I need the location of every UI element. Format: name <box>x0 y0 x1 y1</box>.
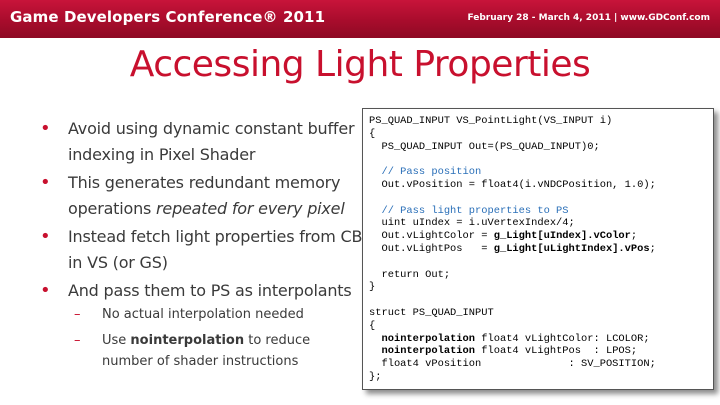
code-line <box>369 307 707 320</box>
conference-name: Game Developers Conference® 2011 <box>10 8 326 26</box>
code-line <box>369 179 707 192</box>
text-run: uint uIndex = i.uVertexIndex/4; <box>369 217 575 230</box>
bullet-dot-icon: • <box>40 118 51 139</box>
bullet-item <box>40 170 370 222</box>
code-line <box>369 256 707 269</box>
text-run <box>369 333 381 345</box>
text-run: ; <box>630 230 638 243</box>
code-line <box>369 371 707 384</box>
text-run: No actual interpolation needed <box>102 307 304 322</box>
text-run: float4 vPosition : SV_POSITION; <box>369 358 656 371</box>
code-line <box>369 217 707 230</box>
code-line <box>369 166 707 179</box>
bullet-item <box>40 224 370 276</box>
text-run: ; <box>649 242 656 255</box>
sub-bullet-list <box>74 304 364 377</box>
text-run: float4 vLightPos : LPOS; <box>475 345 638 358</box>
code-line <box>369 141 707 154</box>
bullet-dot-icon: • <box>40 172 51 193</box>
code-line <box>369 269 707 282</box>
code-line <box>369 345 707 358</box>
sub-bullet-item <box>74 330 364 372</box>
dash-bullet-icon: – <box>74 333 81 348</box>
slide-title: Accessing Light Properties <box>129 44 591 85</box>
text-run: nointerpolation <box>381 345 476 358</box>
code-line <box>369 294 707 307</box>
text-run: nointerpolation <box>130 333 245 348</box>
bullet-item <box>40 116 370 168</box>
bullet-item <box>40 278 370 304</box>
code-line <box>369 192 707 205</box>
text-run: struct PS_QUAD_INPUT <box>369 306 494 319</box>
text-run: Use <box>102 333 131 348</box>
text-run: Out.vLightColor = <box>369 230 494 243</box>
text-run: to reduce number of shader instructions <box>102 333 311 369</box>
code-line <box>369 115 707 128</box>
text-run: And pass them to PS as interpolants <box>68 281 352 300</box>
bullet-dot-icon: • <box>40 226 51 247</box>
bullet-dot-icon: • <box>40 280 51 301</box>
text-run: } <box>369 281 376 294</box>
sub-bullet-item <box>74 304 364 325</box>
conference-header-bar <box>0 0 720 38</box>
text-run: return Out; <box>369 268 451 281</box>
bullet-list <box>40 116 370 306</box>
text-run: repeated for every pixel <box>156 199 345 218</box>
code-line <box>369 128 707 141</box>
text-run: }; <box>369 370 382 383</box>
code-comment: // Pass position <box>369 166 482 179</box>
code-block <box>362 108 714 390</box>
text-run: Instead fetch light properties from CB in VS (or GS) <box>68 227 363 272</box>
code-line <box>369 205 707 218</box>
code-line <box>369 358 707 371</box>
code-line <box>369 243 707 256</box>
text-run: Out.vPosition = float4(i.vNDCPosition, 1.0); <box>369 178 656 191</box>
text-run: This generates redundant memory operations <box>68 173 341 218</box>
code-line <box>369 320 707 333</box>
text-run: { <box>369 319 376 332</box>
text-run: Avoid using dynamic constant buffer indexing in Pixel Shader <box>68 119 355 164</box>
text-run: nointerpolation <box>381 332 476 345</box>
text-run: PS_QUAD_INPUT Out=(PS_QUAD_INPUT)0; <box>369 140 600 153</box>
conference-dates: February 28 - March 4, 2011 | www.GDConf.com <box>467 13 710 23</box>
text-run <box>369 345 381 357</box>
text-run: float4 vLightColor: LCOLOR; <box>475 332 650 345</box>
dash-bullet-icon: – <box>74 307 81 322</box>
text-run: Out.vLightPos = <box>369 242 494 255</box>
code-line <box>369 333 707 346</box>
text-run: g_Light[uLightIndex].vPos <box>493 242 650 255</box>
code-line <box>369 230 707 243</box>
code-line <box>369 153 707 166</box>
text-run: g_Light[uIndex].vColor <box>493 230 631 243</box>
code-comment: // Pass light properties to PS <box>369 204 569 217</box>
text-run: PS_QUAD_INPUT VS_PointLight(VS_INPUT i) <box>369 115 613 127</box>
text-run: { <box>369 127 376 140</box>
code-line <box>369 281 707 294</box>
